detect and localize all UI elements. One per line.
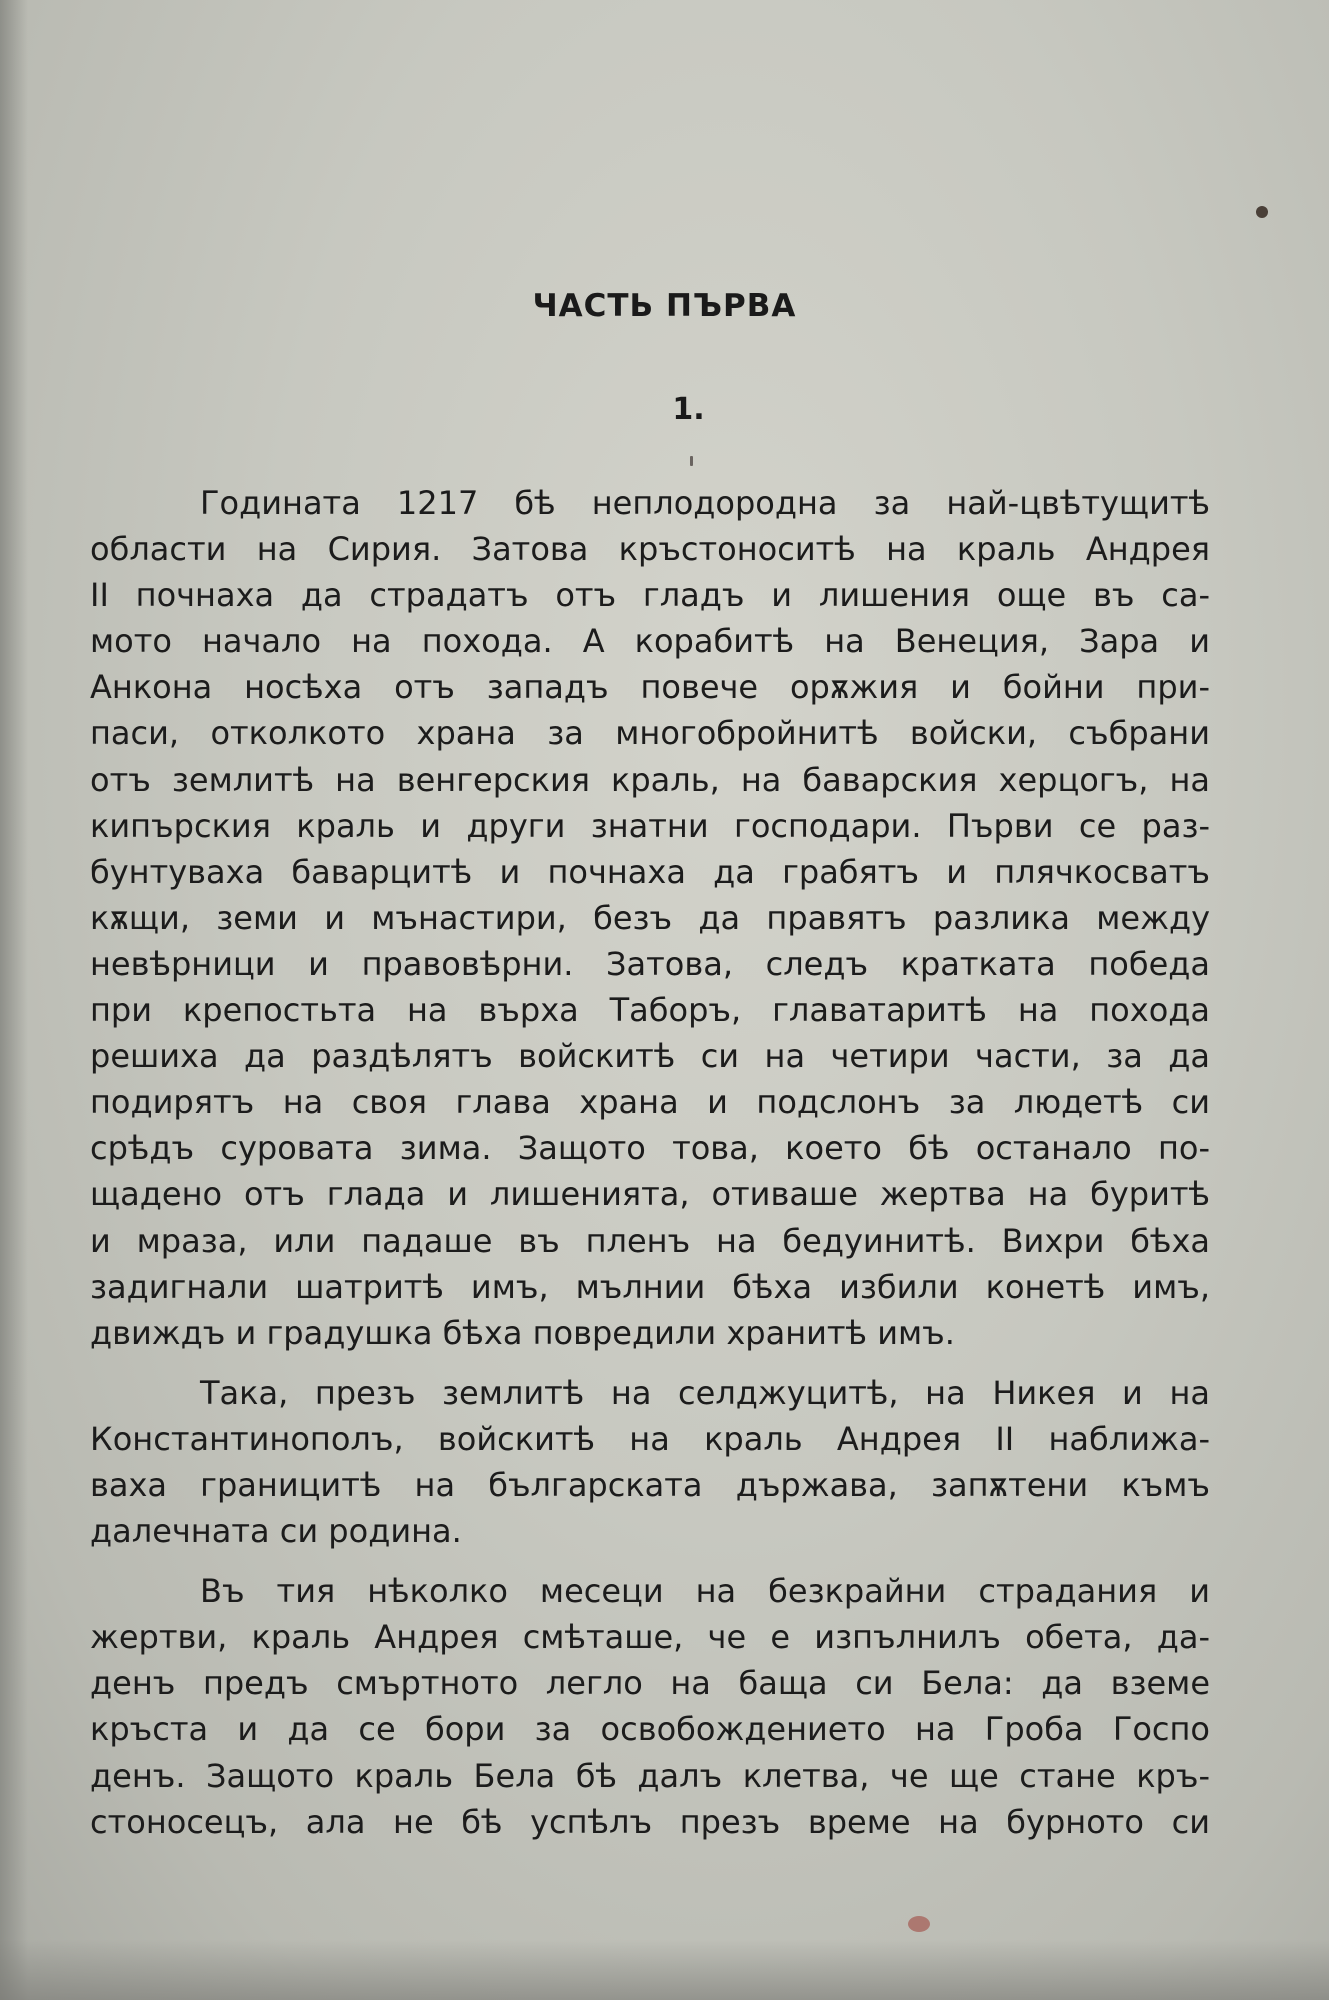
text-line: бунтуваха баварцитѣ и почнаха да грабятъ и плячкосватъ [90,852,1210,891]
chapter-number: 1. [672,392,705,427]
text-line: II почнаха да страдатъ отъ гладъ и лишения още въ са- [90,576,1210,615]
text-line: срѣдъ суровата зима. Защото това, което бѣ останало по- [90,1129,1210,1168]
text-line: Въ тия нѣколко месеци на безкрайни страдания и [200,1572,1210,1611]
stain-spot [908,1916,930,1932]
paragraph-gap [90,1554,1210,1568]
text-line: жертви, краль Андрея смѣташе, че е изпълнилъ обета, да- [90,1618,1210,1657]
text-line: паси, отколкото храна за многобройнитѣ войски, събрани [90,714,1210,753]
text-line: Анкона носѣха отъ западъ повече орѫжия и бойни при- [90,668,1210,707]
text-line: кипърския краль и други знатни господари. Първи се раз- [90,806,1210,845]
text-line: Годината 1217 бѣ неплодородна за най-цвѣтущитѣ [200,484,1210,522]
page-bottom-edge-shadow [0,1940,1329,2000]
text-line: Така, презъ землитѣ на селджуцитѣ, на Никея и на [200,1373,1210,1412]
text-line: отъ землитѣ на венгерския краль, на баварския херцогъ, на [90,760,1210,799]
paper-mark [690,456,693,466]
text-line: стоносецъ, ала не бѣ успѣлъ презъ време на бурното си [90,1802,1210,1841]
text-line: задигнали шатритѣ имъ, мълнии бѣха избили конетѣ имъ, [90,1267,1210,1306]
text-line: невѣрници и правовѣрни. Затова, следъ кратката победа [90,944,1210,983]
body-text [90,480,1210,1845]
paragraph-gap [90,1356,1210,1370]
paragraph-3 [90,1568,1210,1845]
text-line: щадено отъ глада и лишенията, отиваше жертва на буритѣ [90,1175,1210,1214]
text-line: подирятъ на своя глава храна и подслонъ за людетѣ си [90,1083,1210,1122]
part-title: ЧАСТЬ ПЪРВА [532,288,797,324]
text-line: кръста и да се бори за освобождението на Гроба Госпо [90,1710,1210,1749]
paragraph-1 [90,480,1210,1356]
text-line: при крепостьта на върха Таборъ, главатаритѣ на похода [90,991,1210,1030]
text-line: решиха да раздѣлятъ войскитѣ си на четири части, за да [90,1037,1210,1076]
text-line: денъ. Защото краль Бела бѣ далъ клетва, че ще стане кръ- [90,1756,1210,1795]
text-line: ваха границитѣ на българската държава, запѫтени къмъ [90,1465,1210,1504]
text-line: мото начало на похода. А корабитѣ на Венеция, Зара и [90,622,1210,661]
text-line: и мраза, или падаше въ пленъ на бедуинитѣ. Вихри бѣха [90,1221,1210,1260]
text-line: движдъ и градушка бѣха повредили хранитѣ имъ. [90,1313,955,1352]
text-line: далечната си родина. [90,1512,462,1551]
text-line: области на Сирия. Затова кръстоноситѣ на краль Андрея [90,530,1210,569]
ink-spot [1256,206,1268,218]
text-line: кѫщи, земи и мънастири, безъ да правятъ разлика между [90,898,1210,937]
text-line: денъ предъ смъртното легло на баща си Бела: да вземе [90,1664,1210,1703]
text-line: Константинополъ, войскитѣ на краль Андрея II наближа- [90,1419,1210,1458]
paragraph-2 [90,1370,1210,1554]
